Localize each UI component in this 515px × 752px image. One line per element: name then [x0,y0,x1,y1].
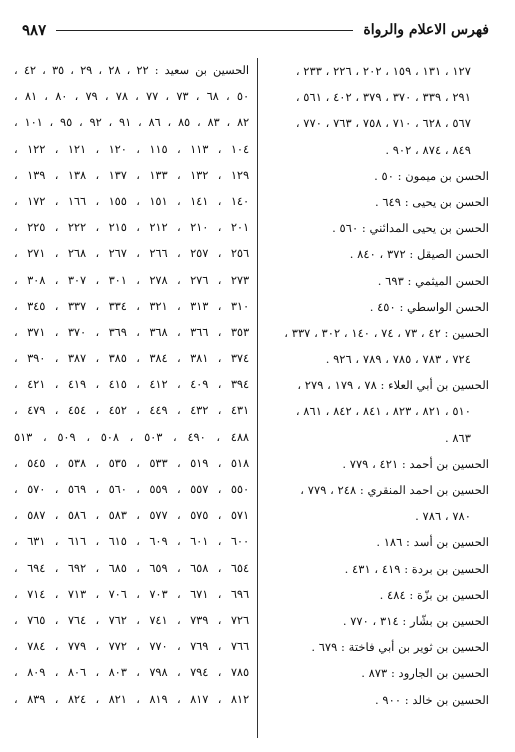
page-number: ٩٨٧ [22,21,47,39]
index-continuation-line: ٢٩١ ، ٣٣٩ ، ٣٧٠ ، ٣٧٩ ، ٤٠٢ ، ٥٦١ ، [295,90,471,105]
index-entry-line: الحسين : ٤٢ ، ٧٣ ، ٧٤ ، ١٤٠ ، ٣٠٢ ، ٣٣٧ ، [284,325,489,340]
index-entry-line: ٣١٠ ، ٣١٣ ، ٣٢١ ، ٣٣٤ ، ٣٣٧ ، ٣٤٥ ، [14,299,249,313]
index-entry-line: الحسين بن سعيد : ٢٢ ، ٢٨ ، ٢٩ ، ٣٥ ، ٤٢ ، [14,64,249,77]
index-entry-line: الحسين بن احمد المنقري : ٢٤٨ ، ٧٧٩ ، [300,483,489,497]
index-entry-line: ٧٦٦ ، ٧٦٩ ، ٧٧٠ ، ٧٧٢ ، ٧٧٩ ، ٧٨٤ ، [14,640,249,654]
index-entry-line: ٨١٢ ، ٨١٧ ، ٨١٩ ، ٨٢١ ، ٨٢٤ ، ٨٣٩ ، [14,692,249,706]
index-entry-line: ٢٥٦ ، ٢٥٧ ، ٢٦٦ ، ٢٦٧ ، ٢٦٨ ، ٢٧١ ، [14,247,249,261]
index-entry-line: ٢٠١ ، ٢١٠ ، ٢١٢ ، ٢١٥ ، ٢٢٢ ، ٢٢٥ ، [14,221,249,235]
index-entry-line: الحسين بن بشّار : ٣١٤ ، ٧٧٠ . [342,613,489,628]
index-entry-line: الحسين بن ثوير بن أبي فاختة : ٦٧٩ . [311,640,489,655]
index-continuation-line: ١٢٧ ، ١٣١ ، ١٥٩ ، ٢٠٢ ، ٢٢٦ ، ٢٣٣ ، [295,64,471,78]
running-title: فهرس الاعلام والرواة [363,22,489,38]
page-header [22,18,489,42]
index-entry-line: الحسين بن بزّة : ٤٨٤ . [379,587,489,602]
index-entry-line: ٤٨٨ ، ٤٩٠ ، ٥٠٣ ، ٥٠٨ ، ٥٠٩ ، ٥١٣ [14,430,249,444]
index-entry-line: ١٢٩ ، ١٣٢ ، ١٣٣ ، ١٣٧ ، ١٣٨ ، ١٣٩ ، [14,168,249,182]
index-entry-line: الحسن الواسطي : ٤٥٠ . [369,299,489,314]
index-entry-line: الحسن بن ميمون : ٥٠ . [374,168,489,183]
column-divider [257,58,258,738]
index-entry-line: الحسن بن يحيى : ٦٤٩ . [374,194,489,209]
index-continuation-line: ٥١٠ ، ٨٢١ ، ٨٢٣ ، ٨٤١ ، ٨٤٢ ، ٨٦١ ، [295,404,471,419]
index-continuation-line: ٨٤٩ ، ٨٧٤ ، ٩٠٢ . [385,142,471,157]
index-column-left [14,58,249,713]
index-entry-line: ٧٨٥ ، ٧٩٤ ، ٧٩٨ ، ٨٠٣ ، ٨٠٦ ، ٨٠٩ ، [14,666,249,680]
index-entry-line: ٦٩٦ ، ٦٧١ ، ٧٠٣ ، ٧٠٦ ، ٧١٣ ، ٧١٤ ، [14,587,249,601]
index-entry-line: ٥١٨ ، ٥١٩ ، ٥٣٣ ، ٥٣٥ ، ٥٣٨ ، ٥٤٥ ، [14,456,249,470]
index-continuation-line: ٥٦٧ ، ٦٢٨ ، ٧١٠ ، ٧٥٨ ، ٧٦٣ ، ٧٧٠ ، [295,116,471,131]
index-entry-line: الحسين بن أبي العلاء : ٧٨ ، ١٧٩ ، ٢٧٩ ، [297,378,489,393]
index-entry-line: ٣٩٤ ، ٤٠٩ ، ٤١٢ ، ٤١٥ ، ٤١٩ ، ٤٢١ ، [14,378,249,392]
index-entry-line: ٤٣١ ، ٤٣٢ ، ٤٤٩ ، ٤٥٢ ، ٤٥٤ ، ٤٧٩ ، [14,404,249,418]
index-entry-line: ٧٢٦ ، ٧٣٩ ، ٧٤١ ، ٧٦٢ ، ٧٦٤ ، ٧٦٥ ، [14,613,249,627]
header-rule [56,30,353,31]
index-entry-line: الحسين بن خالد : ٩٠٠ . [375,692,489,707]
index-entry-line: الحسين بن الجارود : ٨٧٣ . [361,666,489,681]
index-entry-line: ١٤٠ ، ١٤١ ، ١٥١ ، ١٥٥ ، ١٦٦ ، ١٧٢ ، [14,194,249,208]
index-entry-line: الحسن الصيقل : ٣٧٢ ، ٨٤٠ . [349,247,489,262]
index-entry-line: الحسن بن يحيى المدائني : ٥٦٠ . [332,221,489,236]
index-entry-line: ٢٧٣ ، ٢٧٦ ، ٢٧٨ ، ٣٠١ ، ٣٠٧ ، ٣٠٨ ، [14,273,249,287]
index-entry-line: ٥٧١ ، ٥٧٥ ، ٥٧٧ ، ٥٨٣ ، ٥٨٦ ، ٥٨٧ ، [14,509,249,523]
index-entry-line: ٦٠٠ ، ٦٠١ ، ٦٠٩ ، ٦١٥ ، ٦١٦ ، ٦٣١ ، [14,535,249,549]
index-continuation-line: ٨٦٣ . [444,430,471,445]
index-continuation-line: ٧٨٠ ، ٧٨٦ . [415,509,471,524]
index-entry-line: ٦٥٤ ، ٦٥٨ ، ٦٥٩ ، ٦٨٥ ، ٦٩٢ ، ٦٩٤ ، [14,561,249,575]
index-entry-line: ٣٧٤ ، ٣٨١ ، ٣٨٤ ، ٣٨٥ ، ٣٨٧ ، ٣٩٠ ، [14,352,249,366]
index-entry-line: ١٠٤ ، ١١٣ ، ١١٥ ، ١٢٠ ، ١٢١ ، ١٢٢ ، [14,142,249,156]
index-entry-line: ٨٢ ، ٨٣ ، ٨٥ ، ٨٦ ، ٩١ ، ٩٢ ، ٩٥ ، ١٠١ ، [14,116,249,130]
index-entry-line: ٥٠ ، ٦٨ ، ٧٣ ، ٧٧ ، ٧٨ ، ٧٩ ، ٨٠ ، ٨١ ، [14,90,249,104]
index-entry-line: الحسين بن أحمد : ٤٢١ ، ٧٧٩ . [342,456,489,471]
index-entry-line: الحسين بن أسد : ١٨٦ . [376,535,489,550]
index-entry-line: ٣٥٣ ، ٣٦٦ ، ٣٦٨ ، ٣٦٩ ، ٣٧٠ ، ٣٧١ ، [14,325,249,339]
index-entry-line: ٥٥٠ ، ٥٥٧ ، ٥٥٩ ، ٥٦٠ ، ٥٦٩ ، ٥٧٠ ، [14,483,249,496]
index-column-right [251,58,489,713]
index-entry-line: الحسن الميثمي : ٦٩٣ . [377,273,489,288]
index-continuation-line: ٧٢٤ ، ٧٨٣ ، ٧٨٥ ، ٧٨٩ ، ٩٢٦ . [325,352,471,367]
index-entry-line: الحسين بن بردة : ٤١٩ ، ٤٣١ . [344,561,489,576]
